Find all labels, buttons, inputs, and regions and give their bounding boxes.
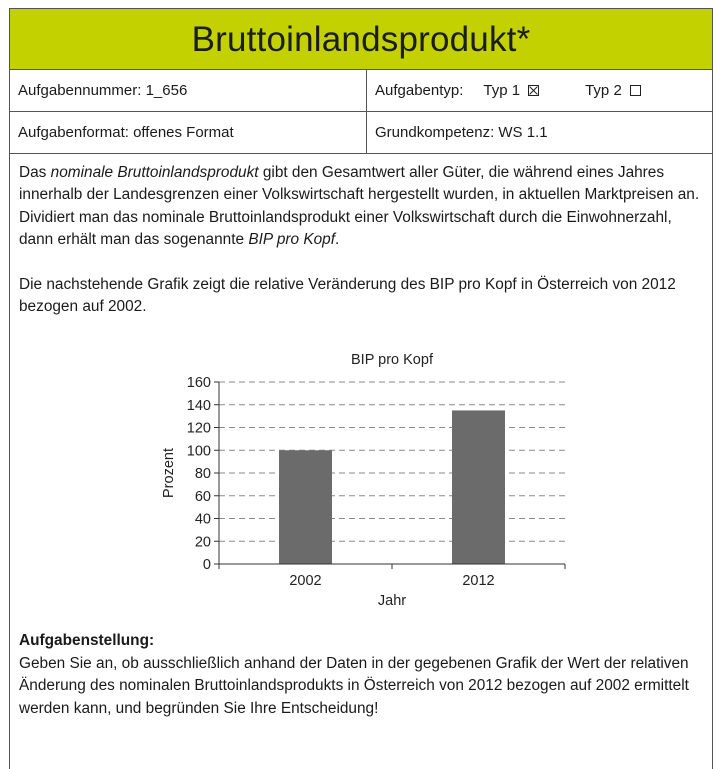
y-tick-label: 40: [194, 511, 211, 528]
checkbox-type-2-icon: [630, 85, 641, 96]
paragraph-1: Das nominale Bruttoinlandsprodukt gibt den Gesamtwert aller Güter, die während eines Jahres innerhalb der Landesgrenzen einer Volkswirtschaft hergestellt wurden, in aktuellen Marktpreisen an.: [19, 164, 700, 204]
task-format: Aufgabenformat: offenes Format: [10, 112, 367, 153]
task-type-2: [585, 82, 641, 99]
y-tick-label: 20: [194, 534, 211, 551]
task-type: [367, 70, 712, 111]
y-tick-label: 0: [202, 557, 211, 574]
task-type-1-label: Typ 1: [483, 82, 521, 99]
task-type-label: Aufgabentyp:: [375, 82, 464, 99]
bar-chart: [19, 318, 705, 630]
x-tick-label-2012: 2012: [462, 573, 495, 590]
paragraph-2: Dividiert man das nominale Bruttoinlandsprodukt einer Volkswirtschaft durch die Einwohnerzahl, dann erhält man das sogenannte BIP pro Kopf.: [19, 208, 672, 249]
meta-row-2: [10, 112, 712, 154]
chart-title: BIP pro Kopf: [351, 352, 433, 369]
y-tick-label: 140: [186, 398, 211, 415]
task-type-2-label: Typ 2: [585, 82, 622, 99]
checkbox-type-1-icon: [528, 85, 539, 96]
bar-2012: [452, 411, 505, 565]
paragraph-3: Die nachstehende Grafik zeigt die relative Veränderung des BIP pro Kopf in Österreich von 2012 bezogen auf 2002.: [19, 275, 676, 316]
y-tick-label: 160: [186, 375, 211, 392]
meta-row-1: [10, 70, 712, 112]
y-tick-label: 60: [194, 489, 211, 506]
task-content: [10, 154, 712, 720]
term-nominal-gdp: nominale Bruttoinlandsprodukt: [50, 164, 259, 181]
task-number: Aufgabennummer: 1_656: [10, 70, 367, 111]
task-competence: Grundkompetenz: WS 1.1: [375, 124, 548, 141]
y-tick-label: 100: [186, 443, 211, 460]
bar-2002: [279, 451, 332, 565]
term-gdp-per-capita: BIP pro Kopf: [248, 231, 336, 249]
x-axis-label: Jahr: [377, 593, 407, 610]
task-statement: Geben Sie an, ob ausschließlich anhand der Daten in der gegebenen Grafik der Wert der relativen Änderung des nominalen Bruttoinlandsprodukts in Österreich von 2012 bezogen auf 2002 ermittelt werden kann, und begründen Sie Ihre Entscheidung!: [19, 654, 689, 717]
task-heading: Aufgabenstellung:: [19, 632, 155, 650]
x-tick-label-2002: 2002: [289, 573, 322, 590]
page-title: Bruttoinlandsprodukt*: [10, 9, 712, 70]
chart-container: [19, 318, 703, 630]
task-sheet: [9, 8, 713, 769]
task-type-1: [483, 82, 539, 99]
y-axis-label: Prozent: [161, 448, 177, 499]
y-tick-label: 120: [186, 420, 211, 437]
y-tick-label: 80: [194, 466, 211, 483]
